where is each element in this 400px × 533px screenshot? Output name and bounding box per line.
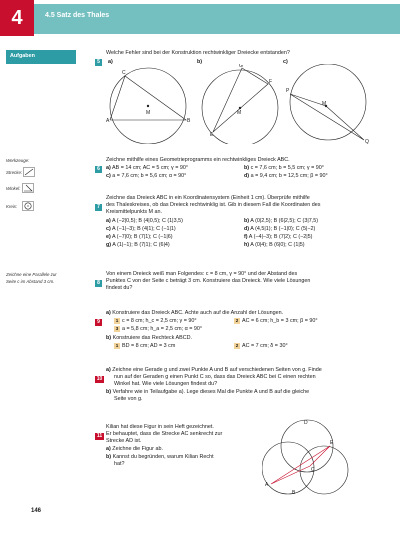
circle-c: [290, 64, 366, 140]
svg-text:B: B: [187, 118, 191, 124]
task9-a: a) Konstruiere das Dreieck ABC. Achte auch auf die Anzahl der Lösungen.: [106, 310, 284, 316]
header-bar: [34, 4, 400, 34]
task9-b1: 1 BD = 8 cm; AD = 3 cm: [115, 343, 176, 349]
task7-number: 7: [95, 195, 102, 213]
task6-a: a) AB = 14 cm; AC = 5 cm; γ = 90°: [106, 165, 189, 171]
task8-line3: findest du?: [106, 285, 133, 291]
circle-icon: [22, 201, 34, 211]
task8-number: 8: [95, 271, 102, 289]
task7-h: h) A (0|4); B (6|0); C (1|5): [244, 242, 305, 248]
svg-text:F: F: [269, 79, 273, 85]
svg-text:A: A: [265, 482, 269, 488]
task7-a: a) A (−2|0,5); B (4|0,5); C (1|3,5): [106, 218, 183, 224]
sidebar-note8-line2: Seite c im Abstand 3 cm.: [6, 279, 55, 284]
section-title: 4.5 Satz des Thales: [45, 12, 110, 19]
task10-b-line2: Seite von g.: [114, 396, 143, 402]
task11-figure: [262, 416, 352, 500]
svg-text:M: M: [237, 110, 242, 116]
task9-a3: 3 a = 5,8 cm; h_a = 2,5 cm; α = 90°: [115, 326, 203, 332]
task6-d: d) a = 9,4 cm; b = 12,5 cm; β = 90°: [244, 173, 328, 179]
svg-text:P: P: [286, 88, 290, 94]
angle-icon: [22, 183, 34, 193]
svg-text:B: B: [292, 490, 296, 496]
task11-line3: Strecke AD ist.: [106, 438, 142, 444]
task7-line1: Zeichne das Dreieck ABC in ein Koordinatensystem (Einheit 1 cm). Überprüfe mithilfe: [106, 195, 310, 201]
sidebar-winkel: Winkel:: [6, 186, 21, 191]
aufgaben-tag: Aufgaben: [6, 50, 76, 64]
task11-b-line1: b) Kannst du begründen, warum Kilian Recht: [106, 454, 214, 460]
triangle-c: [290, 94, 364, 140]
svg-text:M: M: [322, 101, 327, 107]
task7-c: c) A (−1|−3); B (4|1); C (−1|1): [106, 226, 176, 232]
task9-a1: 1 c = 8 cm; h_c = 2,5 cm; γ = 90°: [115, 318, 197, 324]
task11-line2: Er behauptet, dass die Strecke AC senkrecht zur: [106, 431, 223, 437]
task8-line2: Punktes C von der Seite c beträgt 3 cm. Konstruiere das Dreieck. Wie viele Lösungen: [106, 278, 311, 284]
sidebar-strecke: Strecke:: [6, 170, 23, 175]
svg-text:E: E: [330, 440, 334, 446]
task7-g: g) A (1|−1); B (7|1); C (6|4): [106, 242, 170, 248]
task5-label-c: c): [283, 59, 288, 65]
task7-b: b) A (0|2,5); B (6|2,5); C (3|7,5): [244, 218, 319, 224]
task5-label-b: b): [197, 59, 203, 65]
task11-number: 11: [96, 433, 103, 439]
task7-line2: des Thaleskreises, ob das Dreieck rechtwinklig ist. Gib in diesem Fall die Koordinaten des: [106, 202, 321, 208]
task6-number: 6: [95, 157, 102, 175]
svg-text:C: C: [122, 70, 126, 76]
svg-text:E: E: [210, 132, 214, 138]
svg-text:Q: Q: [365, 139, 369, 144]
svg-text:C: C: [311, 467, 315, 473]
sidebar-kreis: Kreis:: [6, 204, 18, 209]
svg-text:M: M: [146, 110, 151, 116]
sidebar-note8-line1: Zeichne eine Parallele zur: [6, 272, 57, 277]
triangle-b: [213, 68, 268, 132]
page-number: 146: [31, 508, 42, 514]
task7-f: f) A (−4|−3); B (7|2); C (−2|5): [244, 234, 313, 240]
task6-text: Zeichne mithilfe eines Geometrieprogramms ein rechtwinkliges Dreieck ABC.: [106, 157, 290, 163]
task6-b: b) c = 7,6 cm; b = 5,5 cm; γ = 90°: [244, 165, 324, 171]
task9-b: b) Konstruiere das Rechteck ABCD.: [106, 335, 192, 341]
task11-line1: Kilian hat diese Figur in sein Heft gezeichnet.: [106, 424, 214, 430]
task10-number: 10: [96, 376, 103, 382]
task5-label-a: a): [108, 59, 113, 65]
task11-b-line2: hat?: [114, 461, 125, 467]
chapter-number: 4: [0, 0, 34, 36]
task7-line3: Kreismittelpunkts M an.: [106, 209, 163, 215]
task6-c: c) a = 7,6 cm; b = 5,6 cm; α = 90°: [106, 173, 187, 179]
svg-text:D: D: [304, 420, 308, 426]
line-segment-icon: [23, 167, 35, 177]
task5-figures: [100, 64, 390, 144]
task5-text: Welche Fehler sind bei der Konstruktion rechtwinkliger Dreiecke entstanden?: [106, 50, 290, 56]
task10-a-line3: Winkel hat. Wie viele Lösungen findest du?: [114, 381, 218, 387]
sidebar-werkzeuge: Werkzeuge:: [6, 158, 30, 163]
task7-e: e) A (−7|0); B (7|1); C (−1|6): [106, 234, 173, 240]
task9-b2: 2 AC = 7 cm; δ = 30°: [235, 343, 288, 349]
task10-b-line1: b) Verfahre wie in Teilaufgabe a). Lege dieses Mal die Punkte A und B auf die gleiche: [106, 389, 310, 395]
task11-a: a) Zeichne die Figur ab.: [106, 446, 163, 452]
task5-number: 5: [95, 50, 102, 68]
svg-text:G: G: [239, 64, 243, 69]
task7-d: d) A (4,5|1); B (−1|0); C (5|−2): [244, 226, 316, 232]
task9-number: 9: [95, 310, 102, 328]
task9-a2: 2 AC = 6 cm; h_b = 3 cm; β = 90°: [235, 318, 318, 324]
task10-a-line1: a) Zeichne eine Gerade g und zwei Punkte A und B auf verschiedenen Seiten von g. Finde: [106, 367, 322, 373]
task8-line1: Von einem Dreieck weiß man Folgendes: c = 8 cm, γ = 90° und der Abstand des: [106, 271, 298, 277]
svg-text:A: A: [106, 118, 110, 124]
task10-a-line2: nun auf der Geraden g einen Punkt C so, dass das Dreieck ABC bei C einen rechten: [114, 374, 316, 380]
